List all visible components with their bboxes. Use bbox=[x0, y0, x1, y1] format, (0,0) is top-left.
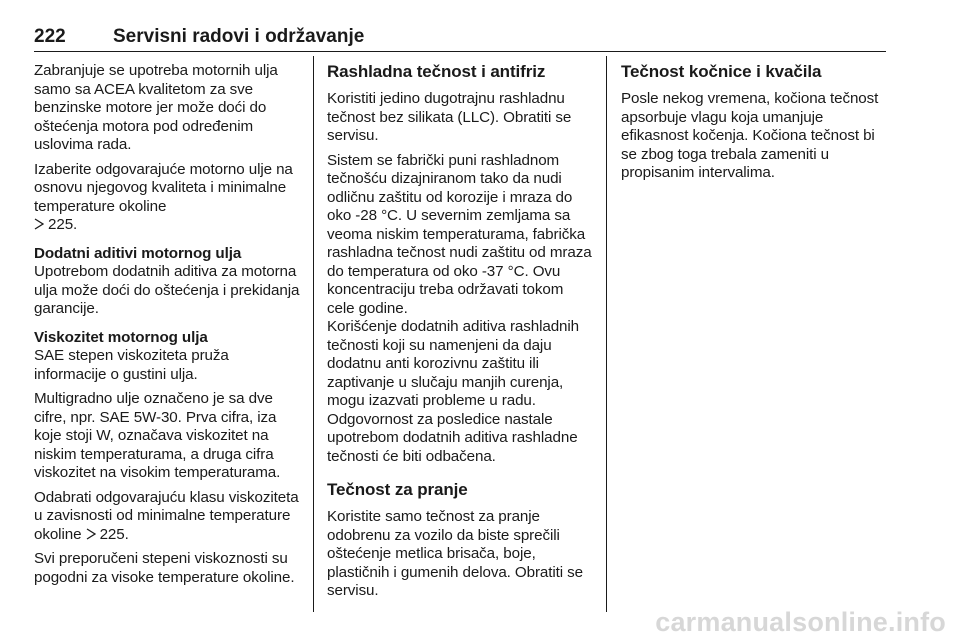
paragraph: Koristite samo tečnost za pranje odobrenu za vozilo da biste sprečili oštećenje metlica brisača, boje, plastičnih i gumenih delova. Obratiti se servisu. bbox=[327, 508, 584, 599]
paragraph: Sistem se fabrički puni rashladnom tečnošću dizajniranom tako da nudi odličnu zaštitu od korozije i mraza do oko -28 °C. U severnim zemljama sa veoma niskim temperaturama, fabrička rashladna tečnost nudi zaštitu od mraza do temperatura od oko -37 °C. Ovu koncentraciju treba održavati tokom cele godine. bbox=[327, 151, 592, 317]
subheading-viscosity: Viskozitet motornog ulja bbox=[34, 328, 208, 346]
paragraph: Svi preporučeni stepeni viskoznosti su pogodni za visoke temperature okoline. bbox=[34, 550, 295, 586]
watermark: carmanualsonline.info bbox=[655, 607, 946, 637]
page-reference-link[interactable]: 225. bbox=[48, 216, 78, 233]
column-coolant bbox=[327, 62, 593, 607]
paragraph: Posle nekog vremena, kočiona tečnost apsorbuje vlagu koja umanjuje efikasnost kočenja. Kočiona tečnost bi se zbog toga trebala zameniti u propisanim intervalima. bbox=[621, 90, 879, 181]
paragraph: Multigradno ulje označeno je sa dve cifre, npr. SAE 5W-30. Prva cifra, iza koje stoji W, označava viskozitet na niskim temperaturama, a druga cifra viskozitet na visokim temperaturama. bbox=[34, 390, 281, 481]
paragraph: Zabranjuje se upotreba motornih ulja samo sa ACEA kvalitetom za sve benzinske motore jer može doći do oštećenja motora pod određenim uslovima rada. bbox=[34, 62, 278, 153]
section-title-washer-fluid: Tečnost za pranje bbox=[327, 480, 468, 499]
paragraph-text: Odabrati odgovarajuću klasu viskoziteta u zavisnosti od minimalne temperature okoline bbox=[34, 488, 299, 543]
page-number: 222 bbox=[34, 26, 66, 47]
chapter-title: Servisni radovi i održavanje bbox=[113, 26, 365, 47]
column-divider bbox=[313, 56, 314, 612]
page-reference-link[interactable]: 225. bbox=[99, 525, 129, 543]
page-reference-arrow-icon bbox=[86, 528, 96, 540]
column-brake-fluid bbox=[621, 62, 887, 189]
paragraph-with-reference bbox=[34, 161, 300, 235]
column-divider bbox=[606, 56, 607, 612]
column-engine-oil bbox=[34, 62, 300, 593]
paragraph: Upotrebom dodatnih aditiva za motorna ulja može doći do oštećenja i prekidanja garancije. bbox=[34, 263, 300, 317]
paragraph-text: Izaberite odgovarajuće motorno ulje na osnovu njegovog kvaliteta i minimalne temperature okoline bbox=[34, 160, 293, 215]
section-title-coolant: Rashladna tečnost i antifriz bbox=[327, 62, 546, 81]
page-header bbox=[34, 25, 886, 52]
paragraph: Koristiti jedino dugotrajnu rashladnu tečnost bez silikata (LLC). Obratiti se servisu. bbox=[327, 90, 572, 144]
paragraph: SAE stepen viskoziteta pruža informacije o gustini ulja. bbox=[34, 347, 229, 383]
subheading-additives: Dodatni aditivi motornog ulja bbox=[34, 244, 242, 262]
paragraph: Korišćenje dodatnih aditiva rashladnih tečnosti koji su namenjeni da daju dodatnu anti korozivnu zaštitu ili zaptivanje u slučaju manjih curenja, mogu izazvati probleme u radu. Odgovornost za posledice nastale upotrebom dodatnih aditiva rashladne tečnosti će biti odbačena. bbox=[327, 318, 580, 465]
paragraph-with-reference bbox=[34, 489, 300, 545]
section-title-brake-fluid: Tečnost kočnice i kvačila bbox=[621, 62, 822, 81]
page-reference-arrow-icon bbox=[34, 218, 44, 230]
